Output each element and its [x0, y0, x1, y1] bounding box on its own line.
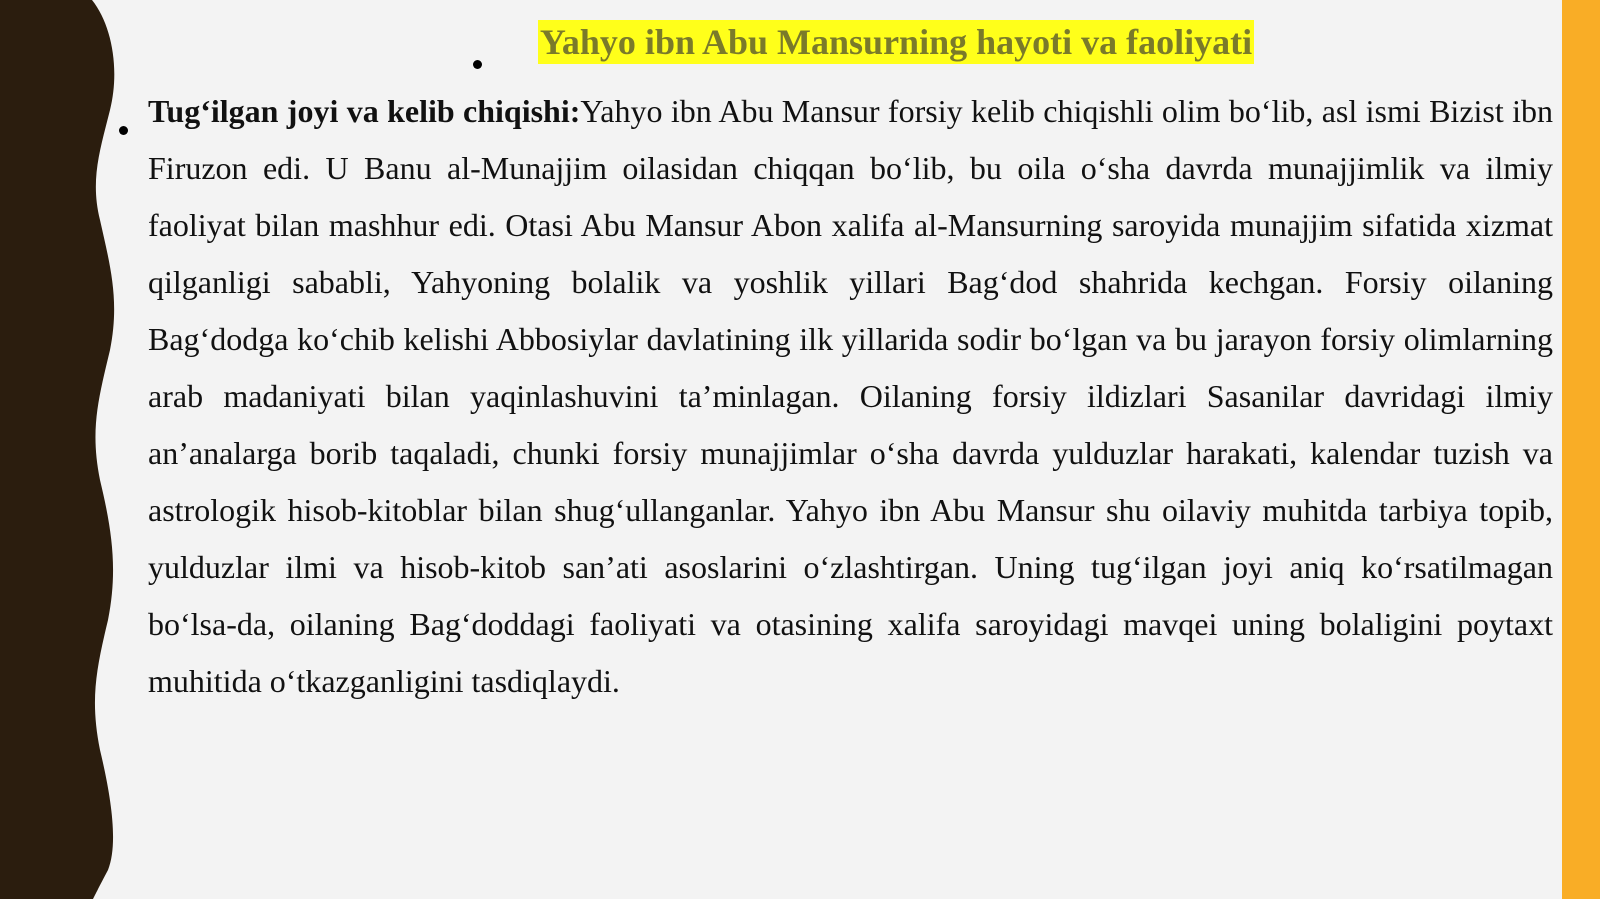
paragraph-text: Yahyo ibn Abu Mansur forsiy kelib chiqishli olim bo‘lib, asl ismi Bizist ibn Firuzon edi. U Banu al-Munajjim oilasidan chiqqan bo‘lib, bu oila o‘sha davrda munajjimlik va ilmiy faoliyat bilan mashhur edi. Otasi Abu Mansur Abon xalifa al-Mansurning saroyida munajjim sifatida xizmat qilganligi sababli, Yahyoning bolalik va yoshlik yillari Bag‘dod shahrida kechgan. Forsiy oilaning Bag‘dodga ko‘chib kelishi Abbosiylar davlatining ilk yillarida sodir bo‘lgan va bu jarayon forsiy olimlarning arab madaniyati bilan yaqinlashuvini ta’minlagan. Oilaning forsiy ildizlari Sasanilar davridagi ilmiy an’analarga borib taqaladi, chunki forsiy munajjimlar o‘sha davrda yulduzlar harakati, kalendar tuzish va astrologik hisob-kitoblar bilan shug‘ullanganlar. Yahyo ibn Abu Mansur shu oilaviy muhitda tarbiya topib, yulduzlar ilmi va hisob-kitob san’ati asoslarini o‘zlashtirgan. Uning tug‘ilgan joyi aniq ko‘rsatilmagan bo‘lsa-da, oilaning Bag‘doddagi faoliyati va otasining xalifa saroyidagi mavqei uning bolaligini poytaxt muhitida o‘tkazganligini tasdiqlaydi. — [148, 93, 1553, 699]
title-container — [501, 20, 1291, 64]
body-paragraph — [148, 83, 1553, 710]
accent-band — [1562, 0, 1600, 899]
wavy-band-shape — [0, 0, 114, 899]
paragraph-lead: Tug‘ilgan joyi va kelib chiqishi: — [148, 93, 581, 129]
slide-title: Yahyo ibn Abu Mansurning hayoti va faoliyati — [539, 22, 1253, 62]
title-bullet — [473, 60, 482, 69]
decorative-wavy-band — [0, 0, 130, 899]
paragraph-bullet — [119, 126, 128, 135]
